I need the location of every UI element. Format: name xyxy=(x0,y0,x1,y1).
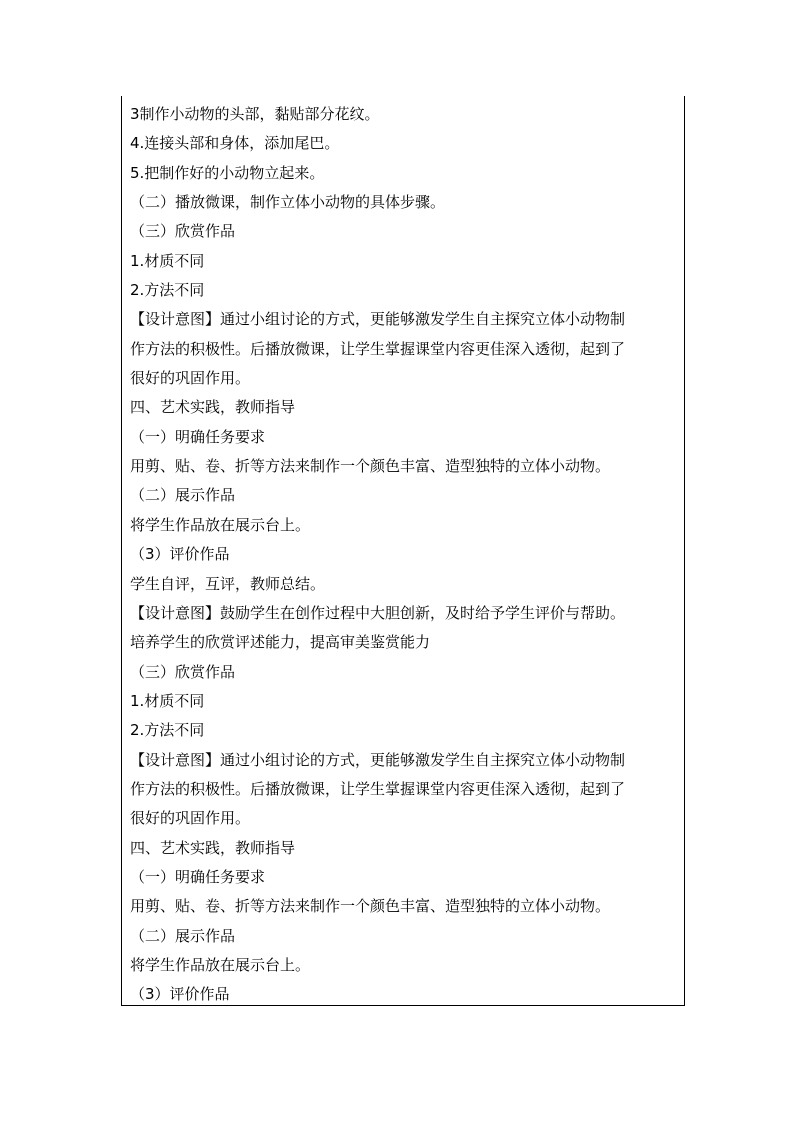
text-line: 培养学生的欣赏评述能力，提高审美鉴赏能力 xyxy=(130,633,431,652)
text-line: （三）欣赏作品 xyxy=(130,662,236,681)
text-line: （3）评价作品 xyxy=(130,985,230,1004)
section-heading: 四、艺术实践，教师指导 xyxy=(130,398,296,417)
text-line: （二）播放微课，制作立体小动物的具体步骤。 xyxy=(130,193,446,212)
text-line: 很好的巩固作用。 xyxy=(130,809,251,828)
text-line: 将学生作品放在展示台上。 xyxy=(130,955,311,974)
text-line: 学生自评，互评，教师总结。 xyxy=(130,574,326,593)
section-heading: 四、艺术实践，教师指导 xyxy=(130,838,296,857)
text-line: （二）展示作品 xyxy=(130,926,236,945)
text-line: 将学生作品放在展示台上。 xyxy=(130,515,311,534)
text-line: 5.把制作好的小动物立起来。 xyxy=(130,163,325,182)
text-line: （一）明确任务要求 xyxy=(130,867,266,886)
text-line: 2.方法不同 xyxy=(130,281,205,300)
text-line: 1.材质不同 xyxy=(130,251,205,270)
document-body xyxy=(130,100,670,1010)
text-line: （二）展示作品 xyxy=(130,486,236,505)
text-line: 用剪、贴、卷、折等方法来制作一个颜色丰富、造型独特的立体小动物。 xyxy=(130,457,611,476)
text-line: 很好的巩固作用。 xyxy=(130,369,251,388)
text-line: 作方法的积极性。后播放微课，让学生掌握课堂内容更佳深入透彻，起到了 xyxy=(130,339,626,358)
text-line: 4.连接头部和身体，添加尾巴。 xyxy=(130,134,340,153)
text-line: 3制作小动物的头部，黏贴部分花纹。 xyxy=(130,105,380,123)
text-line: （3）评价作品 xyxy=(130,545,230,564)
text-line: 2.方法不同 xyxy=(130,721,205,740)
text-line: 用剪、贴、卷、折等方法来制作一个颜色丰富、造型独特的立体小动物。 xyxy=(130,897,611,916)
text-line: 1.材质不同 xyxy=(130,691,205,710)
design-intent-line: 【设计意图】通过小组讨论的方式，更能够激发学生自主探究立体小动物制 xyxy=(130,750,626,769)
text-line: （三）欣赏作品 xyxy=(130,222,236,241)
text-line: 作方法的积极性。后播放微课，让学生掌握课堂内容更佳深入透彻，起到了 xyxy=(130,779,626,798)
text-line: （一）明确任务要求 xyxy=(130,427,266,446)
design-intent-line: 【设计意图】鼓励学生在创作过程中大胆创新，及时给予学生评价与帮助。 xyxy=(130,603,626,622)
design-intent-line: 【设计意图】通过小组讨论的方式，更能够激发学生自主探究立体小动物制 xyxy=(130,310,626,329)
